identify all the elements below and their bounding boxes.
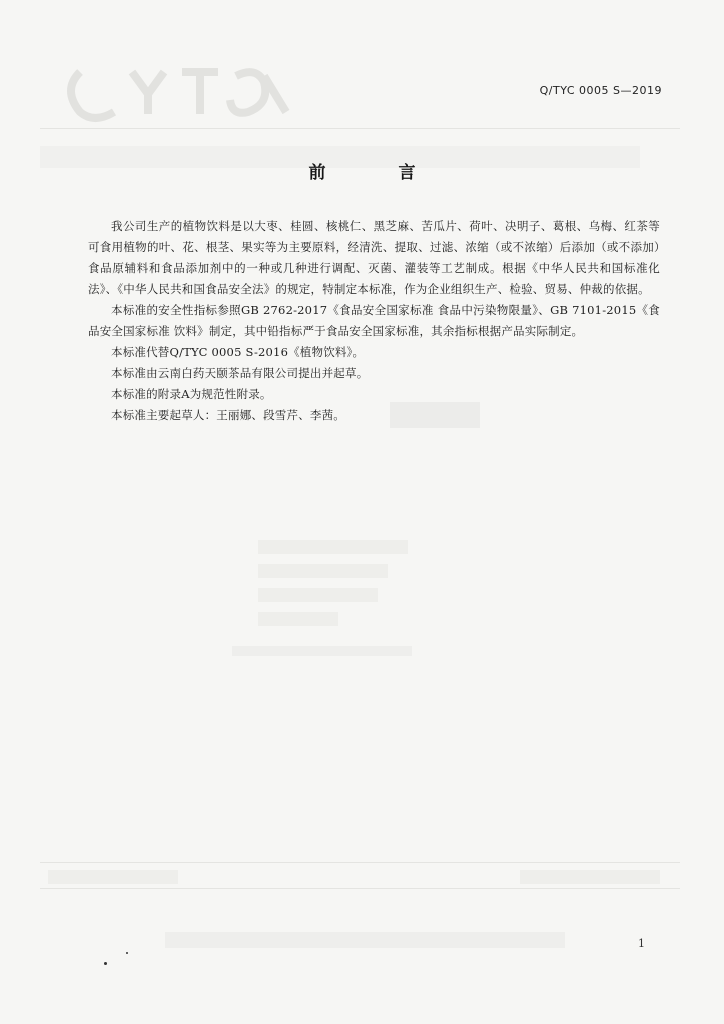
section-title: 前 言 — [308, 163, 444, 183]
foreword-paragraph: 本标准主要起草人：王丽娜、段雪芹、李茜。 — [111, 408, 345, 422]
foreword-paragraph: 我公司生产的植物饮料是以大枣、桂圆、核桃仁、黑芝麻、苦瓜片、荷叶、决明子、葛根、乌梅、红茶等可食用植物的叶、花、根茎、果实等为主要原料，经清洗、提取、过滤、浓缩（或不浓缩）后添加（或不添加）食品原辅料和食品添加剂中的一种或几种进行调配、灭菌、灌装等工艺制成。根据《中华人民共和国标准化法》、《中华人民共和国食品安全法》的规定，特制定本标准，作为企业组织生产、检验、贸易、仲裁的依据。 — [88, 219, 660, 296]
scan-speck — [126, 952, 128, 954]
page-number: 1 — [638, 937, 645, 950]
foreword-paragraph: 本标准由云南白药天颐茶品有限公司提出并起草。 — [111, 366, 369, 380]
foreword-paragraph: 本标准代替Q/TYC 0005 S-2016《植物饮料》。 — [111, 345, 365, 359]
foreword-paragraph: 本标准的附录A为规范性附录。 — [111, 387, 272, 401]
scan-speck — [104, 962, 107, 965]
standard-code: Q/TYC 0005 S—2019 — [539, 84, 662, 97]
foreword-paragraph: 本标准的安全性指标参照GB 2762-2017《食品安全国家标准 食品中污染物限量》、GB 7101-2015《食品安全国家标准 饮料》制定，其中铅指标严于食品安全国家标准，其余指标根据产品实际制定。 — [88, 303, 660, 338]
foreword-body — [88, 216, 660, 426]
